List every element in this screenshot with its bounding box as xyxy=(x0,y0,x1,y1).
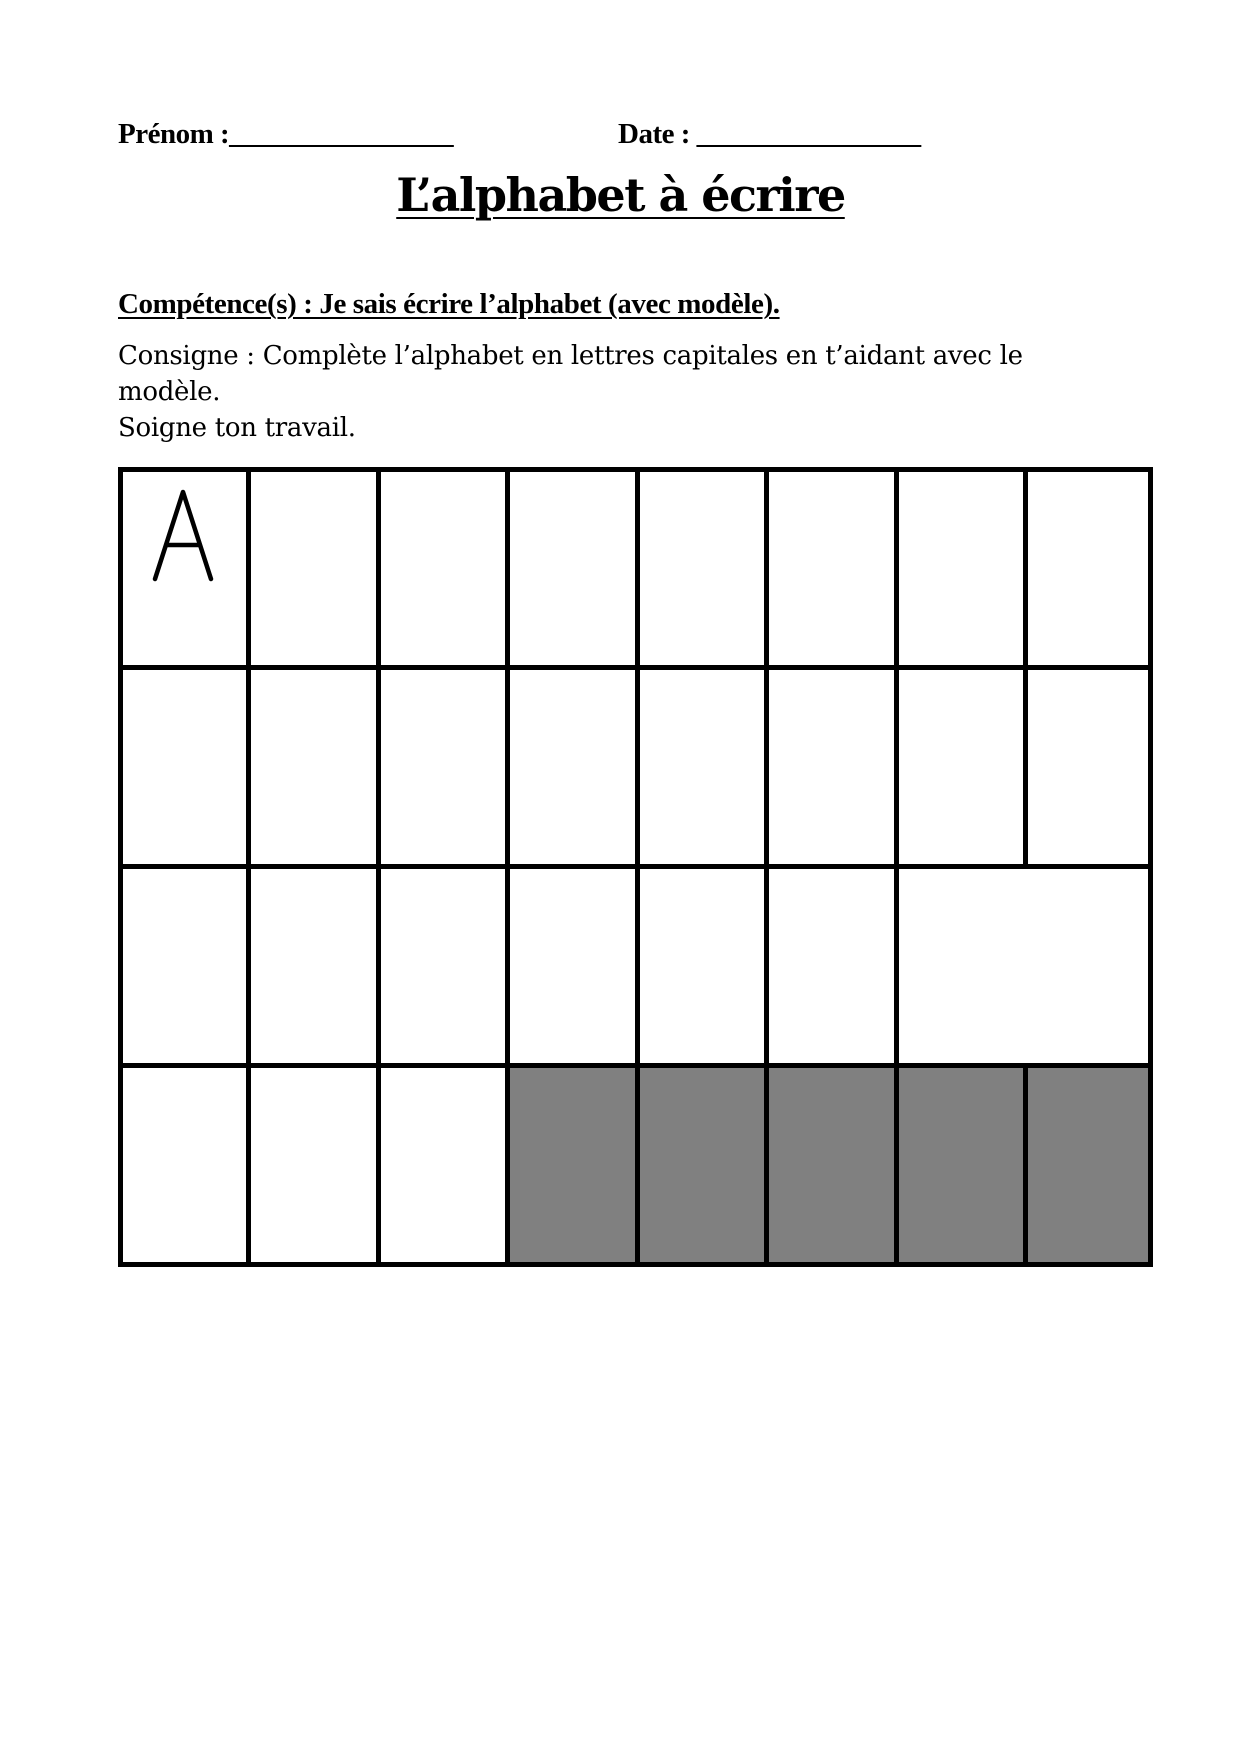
grid-line-col-3 xyxy=(505,467,510,1267)
alphabet-grid xyxy=(118,467,1148,1267)
header-line xyxy=(118,118,1128,158)
grid-cell-shaded xyxy=(507,1067,637,1267)
grid-cell-model[interactable] xyxy=(118,467,248,667)
consigne-line-2: Soigne ton travail. xyxy=(118,413,356,443)
grid-cell[interactable] xyxy=(507,467,637,667)
grid-line-col-6 xyxy=(894,467,899,1267)
grid-cell[interactable] xyxy=(1025,467,1148,667)
grid-line-col-2 xyxy=(376,467,381,1267)
consigne-text xyxy=(118,338,1128,446)
grid-line-col-1 xyxy=(246,467,251,1267)
grid-cell-shaded xyxy=(1025,1067,1148,1267)
grid-line-col-7-upper xyxy=(1023,467,1028,867)
grid-line-right xyxy=(1148,467,1153,1267)
competence-heading: Compétence(s) : Je sais écrire l’alphabet (avec modèle). xyxy=(118,288,780,320)
consigne-line-1: Consigne : Complète l’alphabet en lettres capitales en t’aidant avec le modèle. xyxy=(118,341,1023,407)
grid-cell[interactable] xyxy=(378,467,507,667)
grid-cell[interactable] xyxy=(766,467,896,667)
grid-cell-shaded xyxy=(896,1067,1025,1267)
prenom-field-label[interactable]: Prénom :________________ xyxy=(118,118,454,150)
date-field-label[interactable]: Date : ________________ xyxy=(618,118,921,150)
grid-cell[interactable] xyxy=(637,467,766,667)
grid-line-col-7-lower xyxy=(1023,1065,1028,1267)
grid-line-col-4 xyxy=(635,467,640,1267)
grid-cell[interactable] xyxy=(248,467,378,667)
model-letter-a xyxy=(150,487,216,583)
grid-cell-shaded xyxy=(637,1067,766,1267)
grid-line-col-5 xyxy=(764,467,769,1267)
grid-line-left xyxy=(118,467,123,1267)
grid-cell-shaded xyxy=(766,1067,896,1267)
grid-cell[interactable] xyxy=(896,467,1025,667)
page-title: L’alphabet à écrire xyxy=(396,168,845,222)
